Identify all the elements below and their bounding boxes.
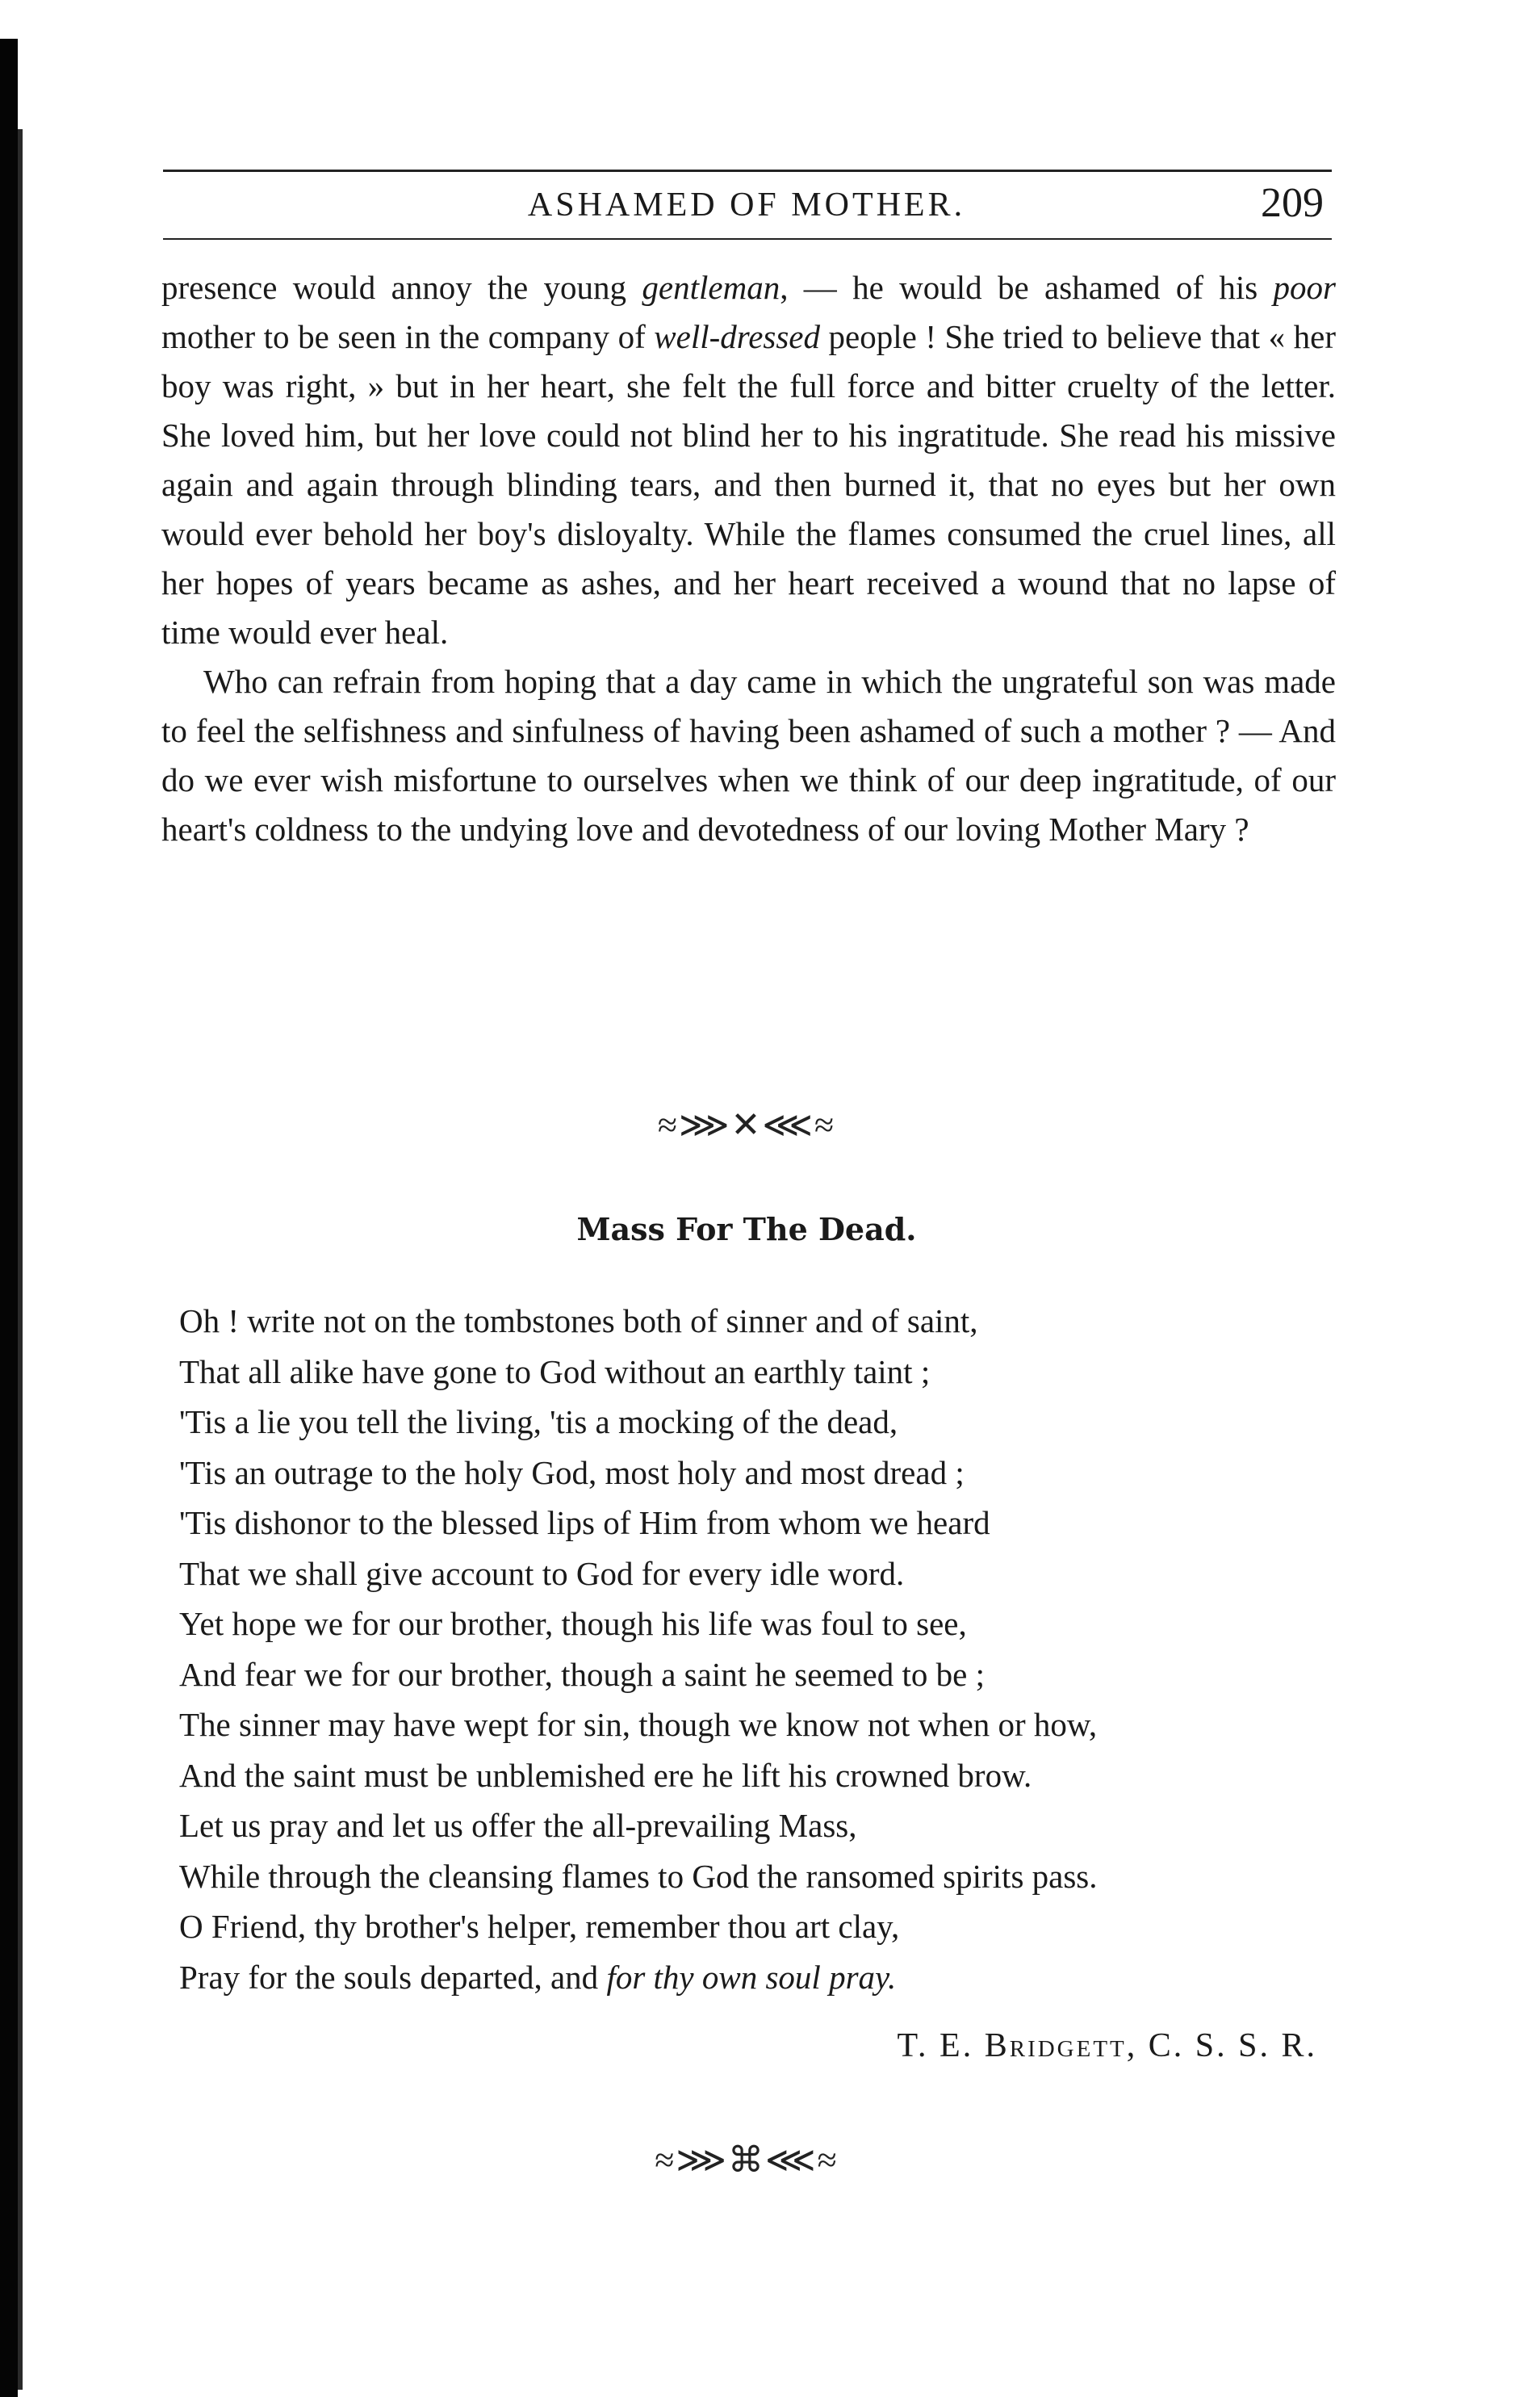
text-run: 'Tis a lie you tell the living, 'tis a mocking of the dead, [179, 1403, 898, 1440]
text-run: And fear we for our brother, though a saint he seemed to be ; [179, 1655, 985, 1693]
poem-line [179, 1901, 1341, 1952]
poem-line [179, 1800, 1341, 1851]
italic-text: well-dressed [654, 318, 821, 355]
book-page [153, 0, 1340, 2397]
text-run: That we shall give account to God for every idle word. [179, 1554, 905, 1592]
poem-line [179, 1599, 1341, 1649]
text-run: The sinner may have wept for sin, though we know not when or how, [179, 1706, 1098, 1743]
text-run: mother to be seen in the company of [161, 318, 655, 355]
prose-body [161, 263, 1336, 854]
text-run: Let us pray and let us offer the all-prevailing Mass, [179, 1807, 857, 1844]
poem-signature: T. E. Bridgett, C. S. S. R. [897, 2027, 1317, 2064]
italic-text: poor [1273, 269, 1336, 306]
poem-line [179, 1448, 1341, 1498]
poem-body [179, 1296, 1341, 2002]
text-run: 'Tis an outrage to the holy God, most holy and most dread ; [179, 1453, 965, 1491]
poem-title: Mass For The Dead. [576, 1211, 917, 1247]
italic-text: for thy own soul pray. [606, 1958, 897, 1996]
ornament-divider-bottom: ≈⋙⌘⋘≈ [655, 2140, 839, 2180]
running-head [153, 179, 1340, 236]
text-run: And the saint must be unblemished ere he lift his crowned brow. [179, 1756, 1032, 1794]
text-run: 'Tis dishonor to the blessed lips of Him from whom we heard [179, 1504, 990, 1541]
text-run: Yet hope we for our brother, though his life was foul to see, [179, 1605, 967, 1642]
poem-line [179, 1699, 1341, 1750]
text-run: people ! She tried to believe that « her boy was right, » but in her heart, she felt the full force and bitter cruelty of the letter. She loved him, but her love could not blind her to his ingratitude. She read his missive again and again through blinding tears, and then burned it, that no eyes but her own would ever behold her boy's disloyalty. While the flames consumed the cruel lines, all her hopes of years became as ashes, and her heart received a wound that no lapse of time would ever heal. [161, 318, 1337, 651]
text-run: Oh ! write not on the tombstones both of sinner and of saint, [179, 1302, 978, 1339]
poem-line [179, 1397, 1341, 1448]
poem-line [179, 1347, 1341, 1398]
text-run: O Friend, thy brother's helper, remember thou art clay, [179, 1908, 900, 1945]
poem-line [179, 1750, 1341, 1801]
poem-line [179, 1952, 1341, 2003]
text-run: That all alike have gone to God without an earthly taint ; [179, 1352, 931, 1390]
paragraph [161, 263, 1336, 657]
italic-text: gentleman [642, 269, 780, 306]
poem-line [179, 1548, 1341, 1599]
binding-shadow [18, 129, 23, 2390]
binding-edge [0, 39, 18, 2397]
header-rule-top [163, 170, 1332, 172]
ornament-divider: ≈⋙✕⋘≈ [657, 1105, 836, 1145]
text-run: , — he would be ashamed of his [780, 269, 1274, 306]
poem-line [179, 1498, 1341, 1548]
poem-line [179, 1649, 1341, 1700]
text-run: presence would annoy the young [161, 269, 642, 306]
text-run: While through the cleansing flames to God the ransomed spirits pass. [179, 1857, 1098, 1895]
running-title: ASHAMED OF MOTHER. [527, 186, 966, 224]
text-run: Who can refrain from hoping that a day came in which the ungrateful son was made to feel the selfishness and sinfulness of having been ashamed of such a mother ? — And do we ever wish misfortune to ourselves when we think of our deep ingratitude, of our heart's coldness to the undying love and devotedness of our loving Mother Mary ? [161, 663, 1336, 848]
page-number: 209 [1261, 180, 1324, 226]
text-run: Pray for the souls departed, and [179, 1958, 607, 1996]
poem-line [179, 1296, 1341, 1347]
paragraph [161, 657, 1336, 854]
poem-line [179, 1851, 1341, 1902]
header-rule-bottom [163, 238, 1332, 240]
